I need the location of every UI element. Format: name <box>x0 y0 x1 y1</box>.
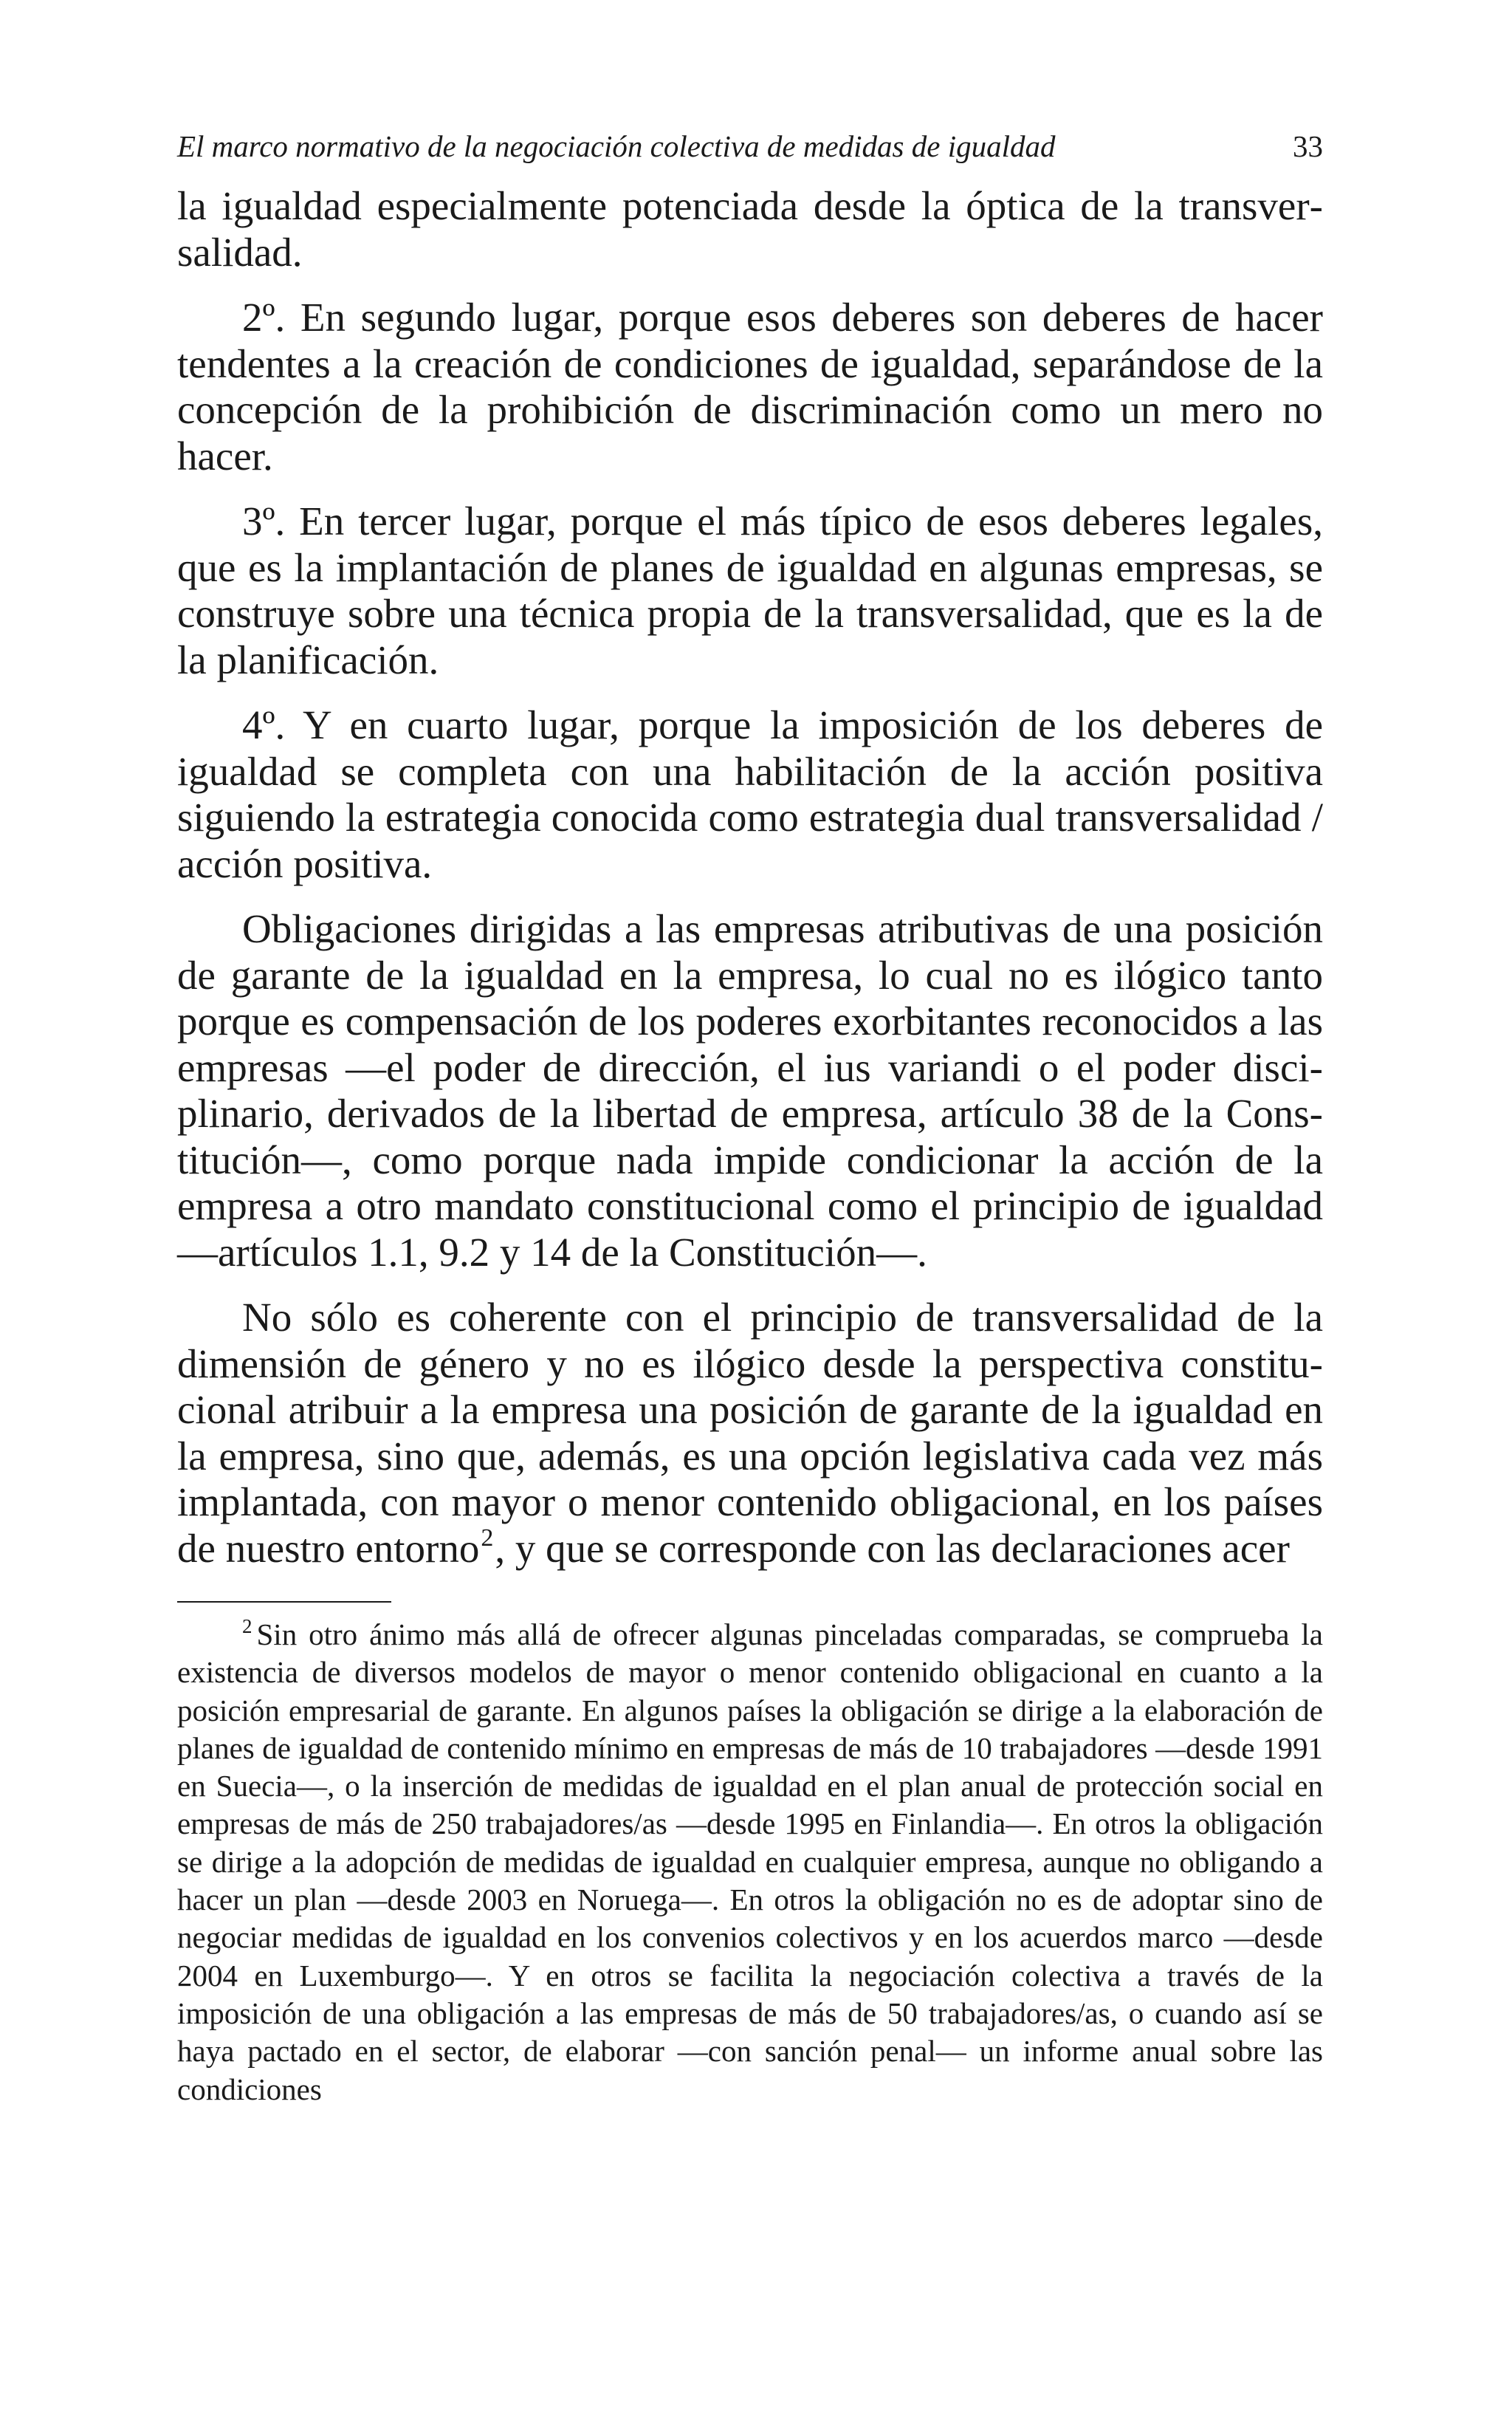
paragraph-6-text-before: No sólo es coherente con el principio de transversalidad de la dimensión de género y no es ilógico desde la perspectiva constitucional atribuir a la empresa una posición de garante de la igualdad en la empresa, sino que, además, es una opción legislativa cada vez más implantada, con mayor o menor contenido obligacional, en los países de nuestro entorno <box>177 1295 1323 1571</box>
footnote-2-mark: 2 <box>242 1615 252 1637</box>
running-header <box>177 126 1323 167</box>
footnote-2-text: Sin otro ánimo más allá de ofrecer algunas pinceladas comparadas, se comprueba la existencia de diversos modelos de mayor o menor contenido obligacional en cuanto a la posición empresarial de garante. En algunos países la obligación se dirige a la elaboración de planes de igualdad de contenido mínimo en empresas de más de 10 trabajadores —desde 1991 en Suecia—, o la inserción de medidas de igualdad en el plan anual de protección social en empresas de más de 250 trabajadores/as —desde 1995 en Finlandia—. En otros la obligación se dirige a la adopción de medidas de igualdad en cualquier empresa, aunque no obligando a hacer un plan —desde 2003 en Noruega—. En otros la obligación no es de adoptar sino de negociar medidas de igualdad en los convenios colectivos y en los acuerdos marco —desde 2004 en Luxemburgo—. Y en otros se facilita la negociación colectiva a través de la imposición de una obligación a las empresas de más de 50 trabajadores/as, o cuando así se haya pactado en el sector, de elaborar —con sanción penal— un informe anual sobre las condiciones <box>177 1617 1323 2106</box>
paragraph-3: 3º. En tercer lugar, porque el más típico de esos deberes legales, que es la implantación de planes de igualdad en algunas empresas, se construye sobre una técnica propia de la transversalidad, que es la de la planificación. <box>177 498 1323 682</box>
footnotes <box>177 1616 1323 2108</box>
footnote-reference-2[interactable]: 2 <box>481 1524 494 1552</box>
running-title: El marco normativo de la negociación colectiva de medidas de igualdad <box>177 129 1056 163</box>
footnote-2 <box>177 1616 1323 2108</box>
book-page <box>177 126 1323 2108</box>
page-number: 33 <box>1293 129 1323 163</box>
paragraph-2: 2º. En segundo lugar, porque esos deberes son deberes de hacer tendentes a la creación de condiciones de igualdad, separándose de la concepción de la prohibición de discriminación como un mero no hacer. <box>177 295 1323 479</box>
paragraph-1: la igualdad especialmente potenciada desde la óptica de la transversalidad. <box>177 183 1323 275</box>
body-text <box>177 183 1323 1572</box>
paragraph-6 <box>177 1295 1323 1572</box>
paragraph-5: Obligaciones dirigidas a las empresas atributivas de una posición de garante de la igualdad en la empresa, lo cual no es ilógico tanto porque es compensación de los poderes exorbitantes reconocidos a las empresas —el poder de dirección, el ius variandi o el poder disciplinario, derivados de la libertad de empresa, artículo 38 de la Constitución—, como porque nada impide condicionar la acción de la empresa a otro mandato constitucional como el principio de igualdad —artículos 1.1, 9.2 y 14 de la Constitución—. <box>177 906 1323 1275</box>
paragraph-4: 4º. Y en cuarto lugar, porque la imposición de los deberes de igualdad se completa con una habilitación de la acción positiva siguiendo la estrategia conocida como estrategia dual transversalidad / acción positiva. <box>177 702 1323 886</box>
footnote-separator <box>177 1601 391 1603</box>
paragraph-6-text-after: , y que se corresponde con las declaraciones acer <box>495 1525 1290 1571</box>
